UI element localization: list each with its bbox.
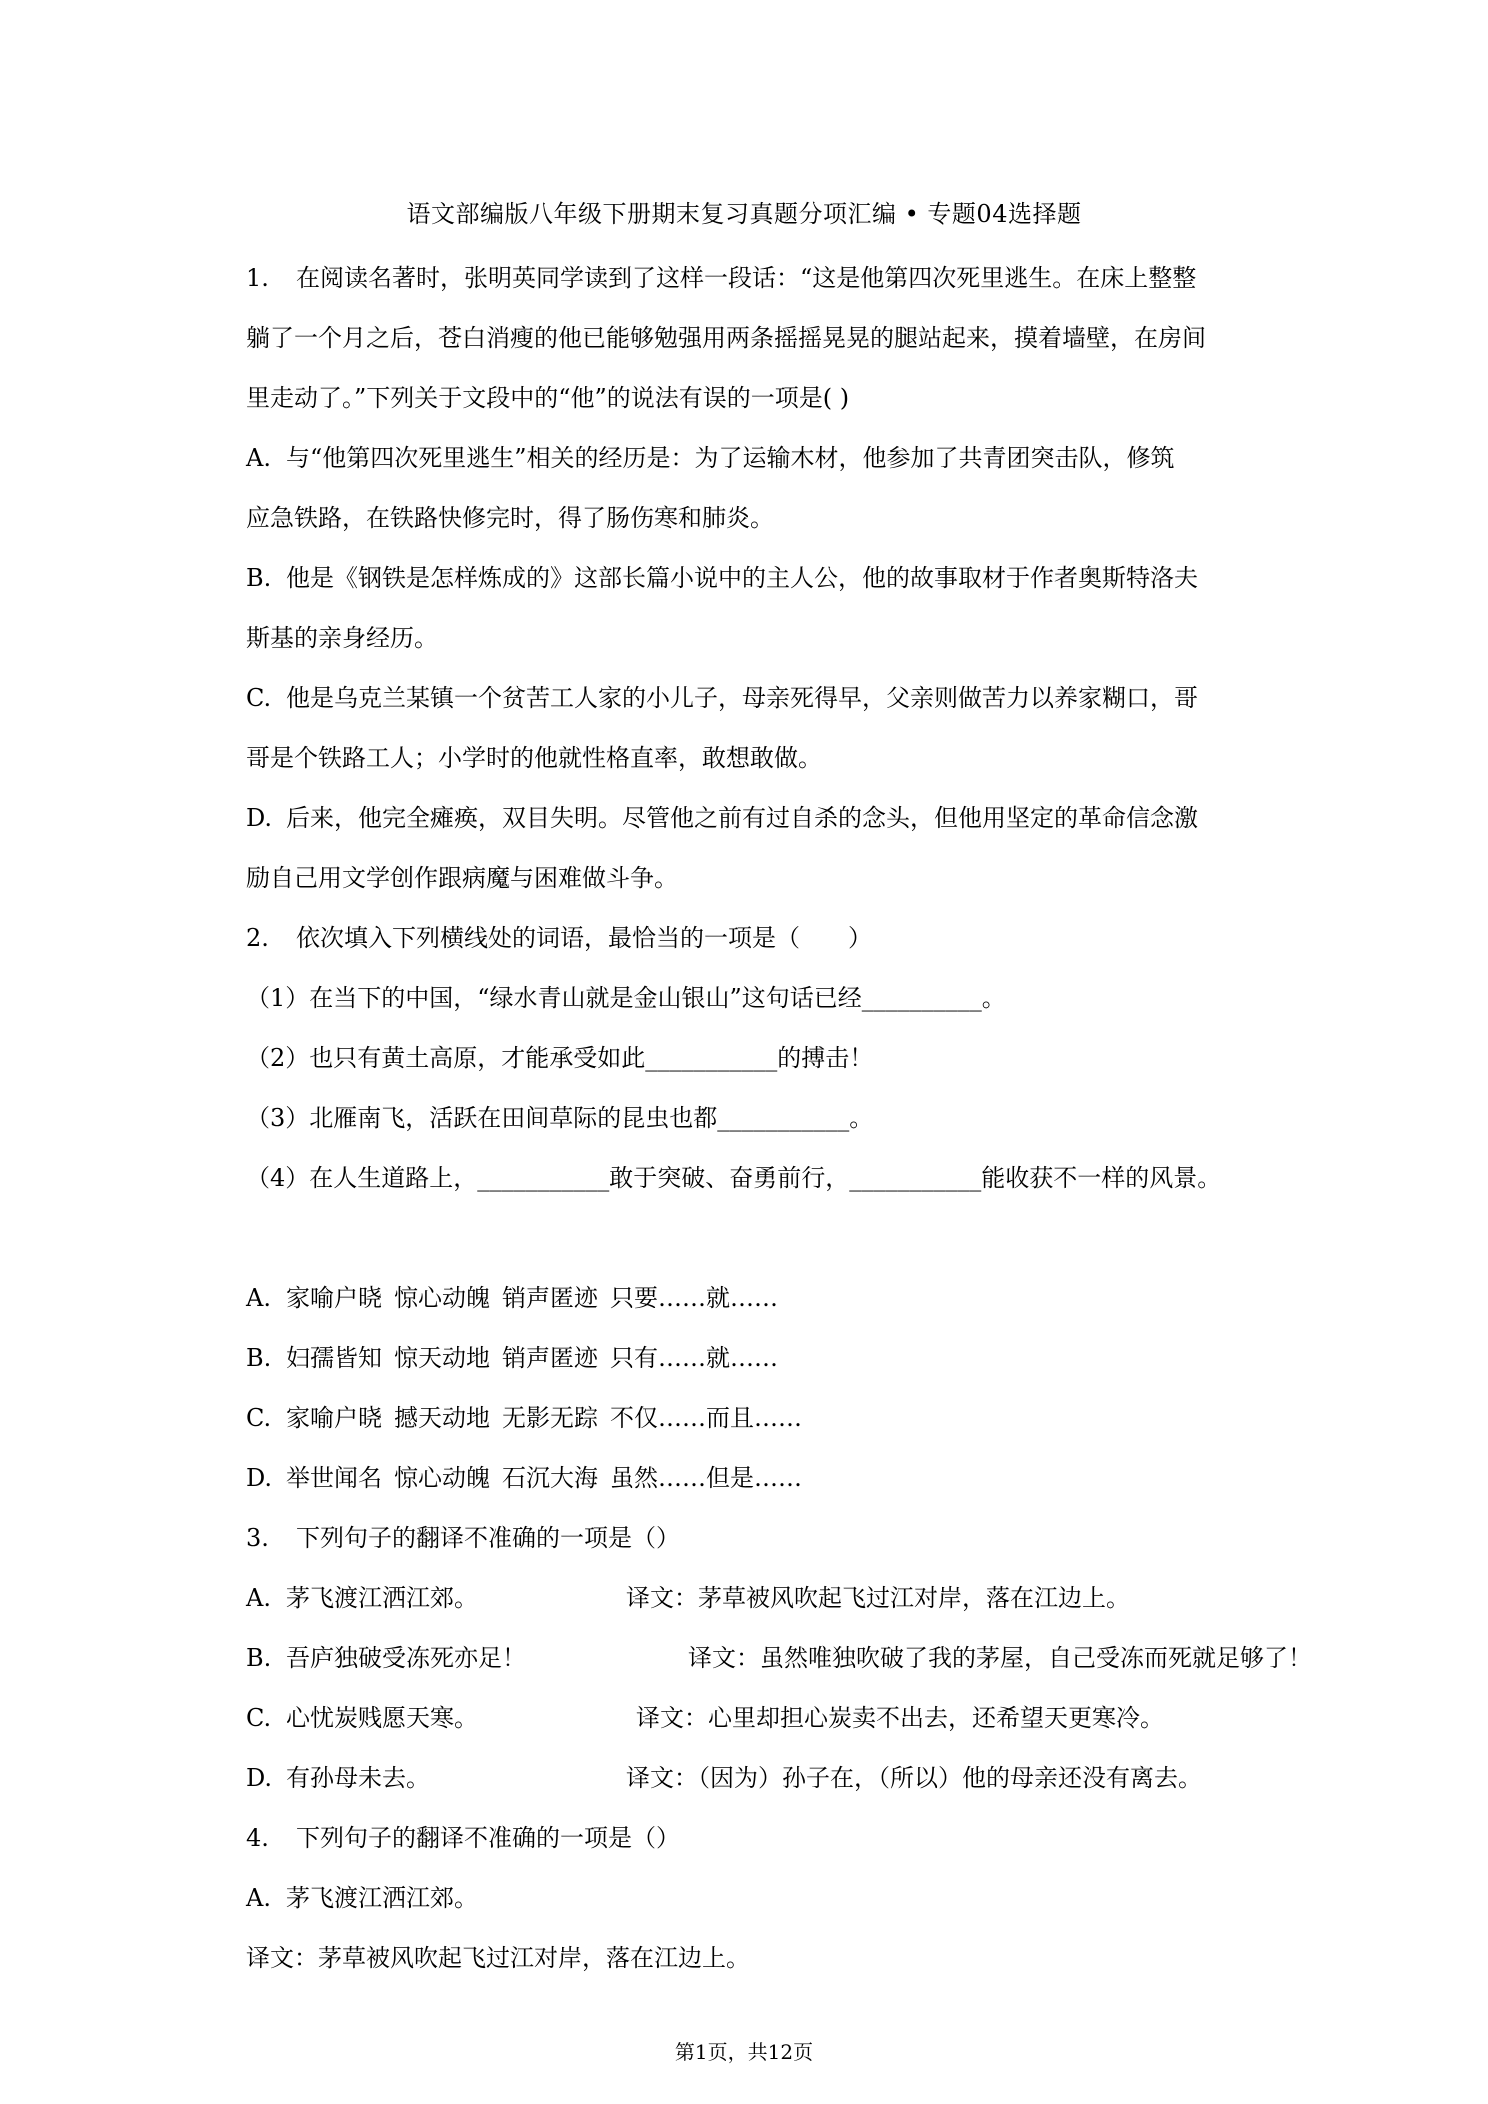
option-letter: A. <box>246 444 271 472</box>
question-1-option-a-cont: 应急铁路，在铁路快修完时，得了肠伤寒和肺炎。 <box>246 504 774 532</box>
page-footer: 第1页，共12页 <box>674 2040 814 2064</box>
document-title: 语文部编版八年级下册期末复习真题分项汇编 • 专题04选择题 <box>406 200 1082 228</box>
question-3 <box>246 1508 1312 1808</box>
question-2 <box>246 908 1296 1508</box>
question-1-option-d-cont: 励自己用文学创作跟病魔与困难做斗争。 <box>246 864 678 892</box>
question-3-option-c: C. 心忧炭贱愿天寒。 译文：心里却担心炭卖不出去，还希望天更寒冷。 <box>246 1704 1164 1732</box>
question-1 <box>246 248 1296 908</box>
question-2-option-b: B. 妇孺皆知 惊天动地 销声匿迹 只有……就…… <box>246 1344 778 1372</box>
question-4-stem: 4. 下列句子的翻译不准确的一项是（） <box>246 1808 1296 1868</box>
question-number: 4. <box>246 1824 269 1852</box>
question-1-stem-line-2: 躺了一个月之后，苍白消瘦的他已能够勉强用两条摇摇晃晃的腿站起来，摸着墙壁，在房间 <box>246 324 1206 352</box>
question-2-option-c: C. 家喻户晓 撼天动地 无影无踪 不仅……而且…… <box>246 1404 802 1432</box>
question-4-translation: 译文：茅草被风吹起飞过江对岸，落在江边上。 <box>246 1944 750 1972</box>
question-number: 3. <box>246 1524 269 1552</box>
option-letter: B. <box>246 564 272 592</box>
question-1-option-d: D. 后来，他完全瘫痪，双目失明。尽管他之前有过自杀的念头，但他用坚定的革命信念激 <box>246 788 1296 848</box>
question-3-stem: 3. 下列句子的翻译不准确的一项是（） <box>246 1508 1296 1568</box>
document-body <box>246 248 1312 1988</box>
question-3-option-b: B. 吾庐独破受冻死亦足！ 译文：虽然唯独吹破了我的茅屋，自己受冻而死就足够了！ <box>246 1644 1312 1672</box>
question-4-option-a: A. 茅飞渡江洒江郊。 <box>246 1884 478 1912</box>
option-letter: C. <box>246 684 272 712</box>
question-1-option-a: A. 与“他第四次死里逃生”相关的经历是：为了运输木材，他参加了共青团突击队，修筑 <box>246 428 1296 488</box>
question-number: 1. <box>246 264 269 292</box>
question-4 <box>246 1808 1296 1988</box>
option-letter: D. <box>246 804 273 832</box>
question-2-stem: 2. 依次填入下列横线处的词语，最恰当的一项是（ ） <box>246 908 1296 968</box>
question-2-option-d: D. 举世闻名 惊心动魄 石沉大海 虽然……但是…… <box>246 1464 802 1492</box>
question-number: 2. <box>246 924 269 952</box>
question-1-option-c: C. 他是乌克兰某镇一个贫苦工人家的小儿子，母亲死得早，父亲则做苦力以养家糊口，哥 <box>246 668 1296 728</box>
spacer <box>246 1208 1296 1268</box>
question-1-option-b-cont: 斯基的亲身经历。 <box>246 624 438 652</box>
question-2-blank-3: （3）北雁南飞，活跃在田间草际的昆虫也都___________。 <box>246 1104 874 1132</box>
question-2-blank-1: （1）在当下的中国，“绿水青山就是金山银山”这句话已经__________。 <box>246 984 1006 1012</box>
question-2-blank-4: （4）在人生道路上，___________敢于突破、奋勇前行，___________能收获不一样的风景。 <box>246 1164 1222 1192</box>
question-1-option-b: B. 他是《钢铁是怎样炼成的》这部长篇小说中的主人公，他的故事取材于作者奥斯特洛夫 <box>246 548 1296 608</box>
question-3-option-d: D. 有孙母未去。 译文：（因为）孙子在，（所以）他的母亲还没有离去。 <box>246 1764 1202 1792</box>
question-1-stem-line-1: 1. 在阅读名著时，张明英同学读到了这样一段话：“这是他第四次死里逃生。在床上整整 <box>246 248 1296 308</box>
question-2-option-a: A. 家喻户晓 惊心动魄 销声匿迹 只要……就…… <box>246 1284 778 1312</box>
question-2-blank-2: （2）也只有黄土高原，才能承受如此___________的搏击！ <box>246 1044 874 1072</box>
question-1-option-c-cont: 哥是个铁路工人；小学时的他就性格直率，敢想敢做。 <box>246 744 822 772</box>
question-3-option-a: A. 茅飞渡江洒江郊。 译文：茅草被风吹起飞过江对岸，落在江边上。 <box>246 1584 1130 1612</box>
question-1-stem-line-3: 里走动了。”下列关于文段中的“他”的说法有误的一项是( ) <box>246 384 850 412</box>
